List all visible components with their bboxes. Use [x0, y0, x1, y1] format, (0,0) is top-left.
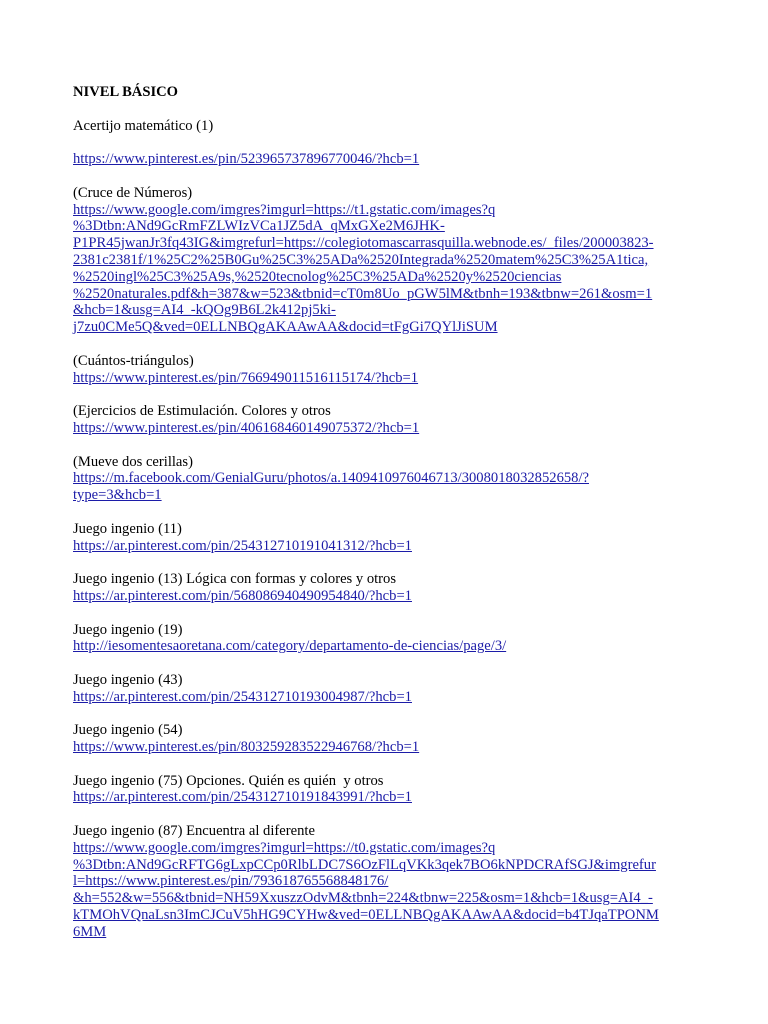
intro-link[interactable]: https://www.pinterest.es/pin/523965737896770046/?hcb=1	[73, 151, 420, 168]
entry-label: Juego ingenio (19)	[73, 621, 183, 638]
entry-link[interactable]	[73, 840, 703, 941]
entry-label: (Mueve dos cerillas)	[73, 453, 193, 470]
entry-link-line[interactable]: https://ar.pinterest.com/pin/254312710191041312/?hcb=1	[73, 537, 412, 554]
entry-link-line[interactable]: j7zu0CMe5Q&ved=0ELLNBQgAKAAwAA&docid=tFgGi7QYlJiSUM	[73, 319, 498, 336]
list-item	[73, 622, 703, 672]
entry-link[interactable]	[73, 370, 703, 387]
list-item	[73, 521, 703, 571]
entry-link[interactable]	[73, 420, 703, 437]
entry-link-line[interactable]: kTMOhVQnaLsn3ImCJCuV5hHG9CYHw&ved=0ELLNBQgAKAAwAA&docid=b4TJqaTPONM	[73, 907, 659, 924]
list-item	[73, 823, 703, 941]
list-item	[73, 454, 703, 521]
entry-label: Juego ingenio (43)	[73, 671, 183, 688]
entry-link[interactable]	[73, 588, 703, 605]
entry-label: Juego ingenio (11)	[73, 520, 182, 537]
entry-link[interactable]	[73, 789, 703, 806]
entry-link-line[interactable]: https://www.google.com/imgres?imgurl=https://t0.gstatic.com/images?q	[73, 839, 496, 856]
entry-label: (Cruce de Números)	[73, 184, 193, 201]
entry-link-line[interactable]: %3Dtbn:ANd9GcRmFZLWIzVCa1JZ5dA_qMxGXe2M6JHK-	[73, 218, 445, 235]
entry-link-line[interactable]: https://m.facebook.com/GenialGuru/photos/a.1409410976046713/3008018032852658/?	[73, 470, 589, 487]
list-item	[73, 403, 703, 453]
entry-link-line[interactable]: https://ar.pinterest.com/pin/254312710193004987/?hcb=1	[73, 688, 412, 705]
entry-label: Juego ingenio (75) Opciones. Quién es quién y otros	[73, 772, 384, 789]
entry-link[interactable]	[73, 538, 703, 555]
entry-link-line[interactable]: https://www.pinterest.es/pin/406168460149075372/?hcb=1	[73, 419, 420, 436]
entry-link-line[interactable]: l=https://www.pinterest.es/pin/793618765568848176/	[73, 873, 389, 890]
entry-link[interactable]	[73, 739, 703, 756]
list-item	[73, 353, 703, 403]
entry-link-line[interactable]: &hcb=1&usg=AI4_-kQOg9B6L2k412pj5ki-	[73, 302, 336, 319]
entry-link[interactable]	[73, 689, 703, 706]
entry-link[interactable]	[73, 470, 703, 504]
entry-link-line[interactable]: P1PR45jwanJr3fq43IG&imgrefurl=https://colegiotomascarrasquilla.webnode.es/_files/200003823-	[73, 235, 654, 252]
list-item	[73, 185, 703, 353]
entry-link-line[interactable]: https://www.pinterest.es/pin/803259283522946768/?hcb=1	[73, 739, 420, 756]
entry-link-line[interactable]: %2520naturales.pdf&h=387&w=523&tbnid=cT0m8Uo_pGW5lM&tbnh=193&tbnw=261&osm=1	[73, 285, 653, 302]
entry-list	[73, 185, 703, 941]
entry-link-line[interactable]: https://ar.pinterest.com/pin/568086940490954840/?hcb=1	[73, 587, 412, 604]
entry-link-line[interactable]: https://www.google.com/imgres?imgurl=https://t1.gstatic.com/images?q	[73, 201, 496, 218]
list-item	[73, 722, 703, 772]
entry-label: Juego ingenio (87) Encuentra al diferente	[73, 823, 315, 840]
entry-link-line[interactable]: 2381c2381f/1%25C2%25B0Gu%25C3%25ADa%2520Integrada%2520matem%25C3%25A1tica,	[73, 251, 649, 268]
entry-label: Juego ingenio (13) Lógica con formas y colores y otros	[73, 571, 397, 588]
entry-link-line[interactable]: http://iesomentesaoretana.com/category/departamento-de-ciencias/page/3/	[73, 638, 507, 655]
list-item	[73, 571, 703, 621]
entry-link-line[interactable]: 6MM	[73, 923, 107, 940]
list-item	[73, 672, 703, 722]
entry-link-line[interactable]: type=3&hcb=1	[73, 487, 162, 504]
document-heading: NIVEL BÁSICO	[73, 84, 179, 100]
entry-link[interactable]	[73, 638, 703, 655]
list-item	[73, 773, 703, 823]
entry-link-line[interactable]: &h=552&w=556&tbnid=NH59XxuszzOdvM&tbnh=224&tbnw=225&osm=1&hcb=1&usg=AI4_-	[73, 890, 653, 907]
entry-label: (Ejercicios de Estimulación. Colores y otros	[73, 403, 331, 420]
entry-link-line[interactable]: %2520ingl%25C3%25A9s,%2520tecnolog%25C3%25ADa%2520y%2520ciencias	[73, 268, 562, 285]
entry-label: (Cuántos-triángulos)	[73, 352, 194, 369]
entry-link[interactable]	[73, 202, 703, 336]
entry-link-line[interactable]: https://www.pinterest.es/pin/766949011516115174/?hcb=1	[73, 369, 419, 386]
entry-link-line[interactable]: https://ar.pinterest.com/pin/254312710191843991/?hcb=1	[73, 789, 412, 806]
entry-label: Juego ingenio (54)	[73, 722, 183, 739]
intro-label: Acertijo matemático (1)	[73, 117, 214, 134]
document-page	[73, 84, 703, 941]
entry-link-line[interactable]: %3Dtbn:ANd9GcRFTG6gLxpCCp0RlbLDC7S6OzFlLqVKk3qek7BO6kNPDCRAfSGJ&imgrefur	[73, 856, 656, 873]
